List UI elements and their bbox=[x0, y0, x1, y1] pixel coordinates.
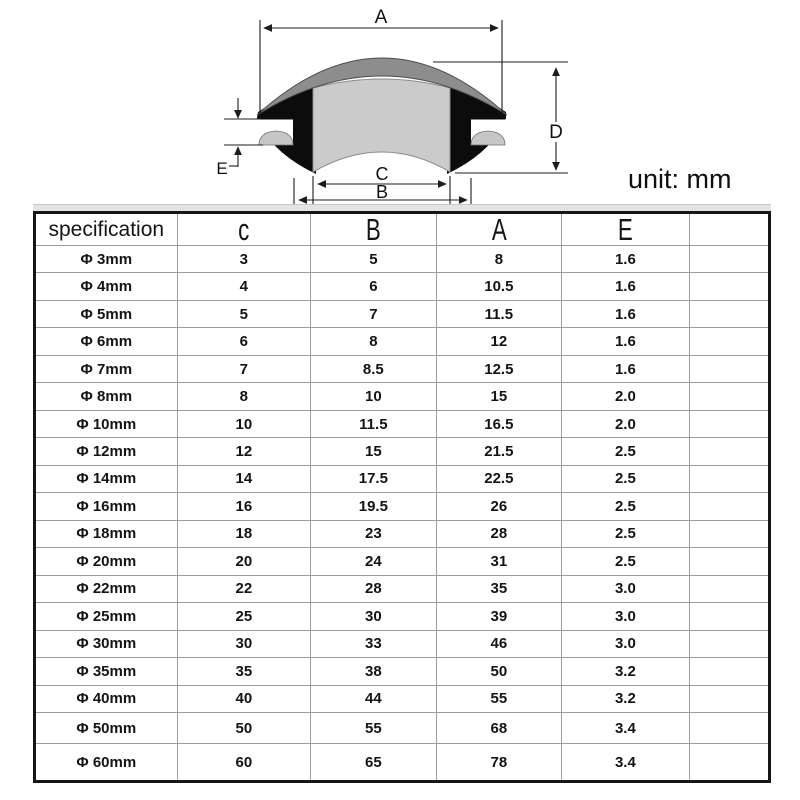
dim-label-c: C bbox=[375, 164, 389, 184]
spec-cell: Φ 8mm bbox=[35, 383, 178, 410]
value-cell: 11.5 bbox=[436, 300, 562, 327]
value-cell: 50 bbox=[177, 713, 311, 744]
table-row bbox=[35, 548, 770, 575]
value-cell: 26 bbox=[436, 493, 562, 520]
value-cell: 2.5 bbox=[562, 438, 690, 465]
value-cell: 30 bbox=[177, 630, 311, 657]
table-row bbox=[35, 493, 770, 520]
value-cell: 3 bbox=[177, 246, 311, 273]
table-row bbox=[35, 465, 770, 492]
value-cell: 15 bbox=[311, 438, 437, 465]
spec-cell: Φ 35mm bbox=[35, 658, 178, 685]
value-cell: 2.5 bbox=[562, 548, 690, 575]
value-cell: 78 bbox=[436, 744, 562, 782]
value-cell: 6 bbox=[311, 273, 437, 300]
value-cell: 31 bbox=[436, 548, 562, 575]
col-header-c-label: c bbox=[238, 212, 250, 246]
value-cell: 16.5 bbox=[436, 410, 562, 437]
empty-cell bbox=[689, 520, 769, 547]
value-cell: 46 bbox=[436, 630, 562, 657]
spec-cell: Φ 40mm bbox=[35, 685, 178, 713]
value-cell: 23 bbox=[311, 520, 437, 547]
value-cell: 3.4 bbox=[562, 713, 690, 744]
value-cell: 1.6 bbox=[562, 300, 690, 327]
value-cell: 55 bbox=[311, 713, 437, 744]
specification-table bbox=[33, 211, 771, 783]
header-row bbox=[35, 213, 770, 246]
value-cell: 3.2 bbox=[562, 658, 690, 685]
col-header-empty bbox=[689, 213, 769, 246]
table-row bbox=[35, 410, 770, 437]
empty-cell bbox=[689, 630, 769, 657]
value-cell: 35 bbox=[436, 575, 562, 602]
spec-cell: Φ 7mm bbox=[35, 355, 178, 382]
col-header-e-label: E bbox=[617, 212, 633, 246]
spec-cell: Φ 20mm bbox=[35, 548, 178, 575]
value-cell: 7 bbox=[177, 355, 311, 382]
value-cell: 19.5 bbox=[311, 493, 437, 520]
value-cell: 18 bbox=[177, 520, 311, 547]
value-cell: 7 bbox=[311, 300, 437, 327]
dim-label-e: E bbox=[216, 159, 228, 178]
table-row bbox=[35, 383, 770, 410]
spec-cell: Φ 4mm bbox=[35, 273, 178, 300]
spec-cell: Φ 3mm bbox=[35, 246, 178, 273]
value-cell: 44 bbox=[311, 685, 437, 713]
value-cell: 3.0 bbox=[562, 630, 690, 657]
table-row bbox=[35, 658, 770, 685]
value-cell: 55 bbox=[436, 685, 562, 713]
spec-cell: Φ 16mm bbox=[35, 493, 178, 520]
value-cell: 10.5 bbox=[436, 273, 562, 300]
value-cell: 28 bbox=[436, 520, 562, 547]
empty-cell bbox=[689, 603, 769, 630]
value-cell: 38 bbox=[311, 658, 437, 685]
value-cell: 68 bbox=[436, 713, 562, 744]
value-cell: 2.5 bbox=[562, 520, 690, 547]
value-cell: 5 bbox=[177, 300, 311, 327]
table-row bbox=[35, 273, 770, 300]
value-cell: 24 bbox=[311, 548, 437, 575]
empty-cell bbox=[689, 658, 769, 685]
table-row bbox=[35, 630, 770, 657]
value-cell: 65 bbox=[311, 744, 437, 782]
empty-cell bbox=[689, 355, 769, 382]
spec-cell: Φ 10mm bbox=[35, 410, 178, 437]
table-row bbox=[35, 744, 770, 782]
value-cell: 2.0 bbox=[562, 410, 690, 437]
empty-cell bbox=[689, 410, 769, 437]
value-cell: 3.2 bbox=[562, 685, 690, 713]
spec-cell: Φ 14mm bbox=[35, 465, 178, 492]
value-cell: 11.5 bbox=[311, 410, 437, 437]
unit-label: unit: mm bbox=[628, 164, 732, 194]
empty-cell bbox=[689, 438, 769, 465]
table-row bbox=[35, 328, 770, 355]
value-cell: 8.5 bbox=[311, 355, 437, 382]
table-row bbox=[35, 713, 770, 744]
table-row bbox=[35, 520, 770, 547]
empty-cell bbox=[689, 575, 769, 602]
table-header bbox=[35, 213, 770, 246]
spec-cell: Φ 22mm bbox=[35, 575, 178, 602]
spec-cell: Φ 5mm bbox=[35, 300, 178, 327]
empty-cell bbox=[689, 713, 769, 744]
value-cell: 30 bbox=[311, 603, 437, 630]
value-cell: 2.0 bbox=[562, 383, 690, 410]
empty-cell bbox=[689, 383, 769, 410]
value-cell: 40 bbox=[177, 685, 311, 713]
value-cell: 33 bbox=[311, 630, 437, 657]
value-cell: 39 bbox=[436, 603, 562, 630]
value-cell: 15 bbox=[436, 383, 562, 410]
value-cell: 35 bbox=[177, 658, 311, 685]
col-header-a-label: A bbox=[491, 212, 507, 246]
value-cell: 21.5 bbox=[436, 438, 562, 465]
value-cell: 8 bbox=[436, 246, 562, 273]
value-cell: 2.5 bbox=[562, 493, 690, 520]
col-header-e bbox=[562, 213, 690, 246]
value-cell: 14 bbox=[177, 465, 311, 492]
grommet-bore bbox=[313, 79, 450, 172]
spec-cell: Φ 25mm bbox=[35, 603, 178, 630]
spec-cell: Φ 12mm bbox=[35, 438, 178, 465]
value-cell: 1.6 bbox=[562, 273, 690, 300]
dim-label-b: B bbox=[375, 182, 389, 202]
value-cell: 28 bbox=[311, 575, 437, 602]
value-cell: 5 bbox=[311, 246, 437, 273]
empty-cell bbox=[689, 493, 769, 520]
value-cell: 1.6 bbox=[562, 355, 690, 382]
value-cell: 3.4 bbox=[562, 744, 690, 782]
value-cell: 4 bbox=[177, 273, 311, 300]
empty-cell bbox=[689, 300, 769, 327]
empty-cell bbox=[689, 328, 769, 355]
value-cell: 22 bbox=[177, 575, 311, 602]
value-cell: 8 bbox=[177, 383, 311, 410]
spec-cell: Φ 60mm bbox=[35, 744, 178, 782]
table-row bbox=[35, 355, 770, 382]
grommet-shape bbox=[230, 58, 516, 174]
col-header-a bbox=[436, 213, 562, 246]
col-header-b bbox=[311, 213, 437, 246]
value-cell: 22.5 bbox=[436, 465, 562, 492]
dim-label-a: A bbox=[374, 7, 388, 28]
value-cell: 25 bbox=[177, 603, 311, 630]
col-header-c bbox=[177, 213, 311, 246]
table-row bbox=[35, 685, 770, 713]
dim-label-d: D bbox=[549, 122, 563, 143]
empty-cell bbox=[689, 685, 769, 713]
spec-table-body bbox=[35, 246, 770, 782]
value-cell: 10 bbox=[311, 383, 437, 410]
value-cell: 2.5 bbox=[562, 465, 690, 492]
table-row bbox=[35, 300, 770, 327]
table-row bbox=[35, 246, 770, 273]
spec-cell: Φ 30mm bbox=[35, 630, 178, 657]
empty-cell bbox=[689, 246, 769, 273]
table-row bbox=[35, 603, 770, 630]
value-cell: 12 bbox=[436, 328, 562, 355]
col-header-specification: specification bbox=[35, 213, 178, 246]
value-cell: 3.0 bbox=[562, 603, 690, 630]
value-cell: 20 bbox=[177, 548, 311, 575]
empty-cell bbox=[689, 744, 769, 782]
value-cell: 1.6 bbox=[562, 328, 690, 355]
empty-cell bbox=[689, 465, 769, 492]
spec-cell: Φ 6mm bbox=[35, 328, 178, 355]
value-cell: 10 bbox=[177, 410, 311, 437]
spec-cell: Φ 18mm bbox=[35, 520, 178, 547]
empty-cell bbox=[689, 273, 769, 300]
value-cell: 8 bbox=[311, 328, 437, 355]
table-row bbox=[35, 438, 770, 465]
col-header-b-label: B bbox=[365, 212, 381, 246]
value-cell: 12.5 bbox=[436, 355, 562, 382]
value-cell: 3.0 bbox=[562, 575, 690, 602]
value-cell: 1.6 bbox=[562, 246, 690, 273]
value-cell: 6 bbox=[177, 328, 311, 355]
table-row bbox=[35, 575, 770, 602]
value-cell: 16 bbox=[177, 493, 311, 520]
spec-cell: Φ 50mm bbox=[35, 713, 178, 744]
value-cell: 12 bbox=[177, 438, 311, 465]
value-cell: 50 bbox=[436, 658, 562, 685]
value-cell: 60 bbox=[177, 744, 311, 782]
value-cell: 17.5 bbox=[311, 465, 437, 492]
empty-cell bbox=[689, 548, 769, 575]
